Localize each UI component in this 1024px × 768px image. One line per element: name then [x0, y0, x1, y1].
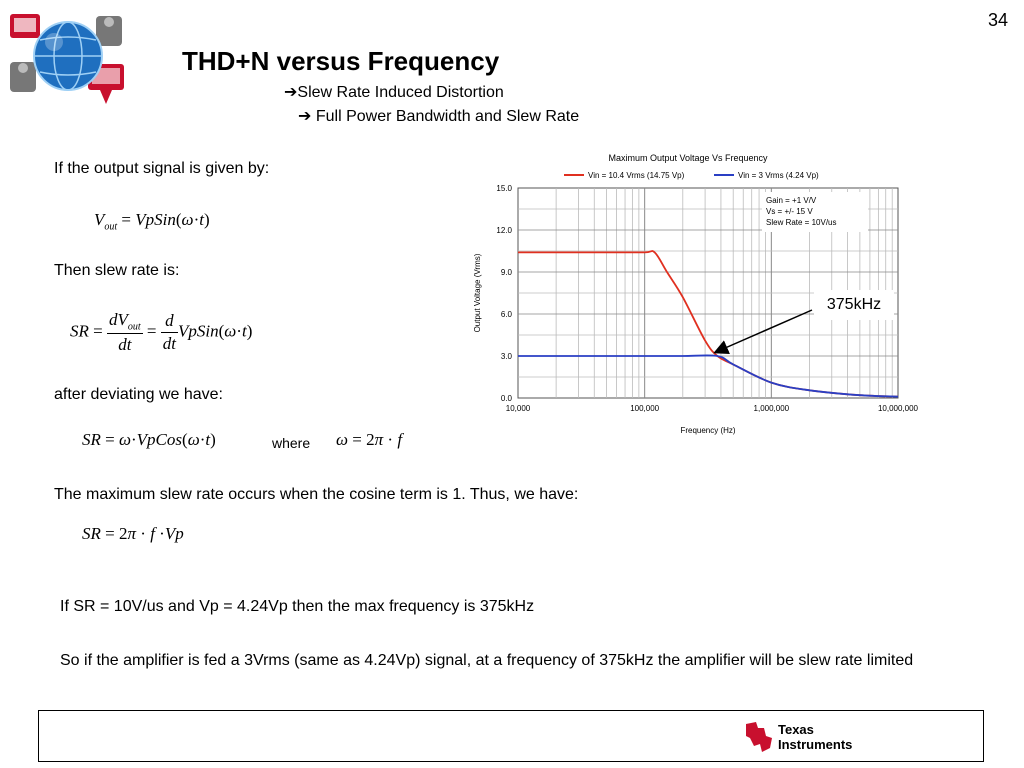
y-tick-label: 9.0 [500, 268, 512, 277]
subtitle-bandwidth: ➔ Full Power Bandwidth and Slew Rate [298, 108, 580, 125]
after-text: after deviating we have: [54, 386, 223, 403]
y-tick-label: 6.0 [500, 310, 512, 319]
brand-line2: Instruments [778, 737, 853, 752]
max-slew-rate-text: The maximum slew rate occurs when the cosine term is 1. Thus, we have: [54, 486, 579, 503]
slew-rate-intro-text: Then slew rate is: [54, 262, 180, 279]
intro-text: If the output signal is given by: [54, 160, 270, 177]
example-text: If SR = 10V/us and Vp = 4.24Vp then the max frequency is 375kHz [60, 598, 535, 615]
annotation-line: Slew Rate = 10V/us [766, 218, 837, 227]
y-tick-label: 0.0 [500, 394, 512, 403]
where-label: where [272, 435, 311, 451]
slide-title: THD+N versus Frequency [182, 46, 500, 76]
y-axis-label: Output Voltage (Vrms) [473, 253, 482, 333]
equation-vout: $V_{out}$ = VpSin(ω·t) [94, 210, 210, 233]
x-tick-label: 10,000,000 [877, 404, 919, 413]
arrow-right-icon: ➔ [284, 84, 298, 101]
ti-state-icon [746, 722, 772, 752]
equation-slew-rate-derivative: SR = $\frac{dV_{out}}{dt}$ = $\frac{d}{dt}$ VpSin(ω·t) [70, 310, 253, 355]
annotation-line: Gain = +1 V/V [766, 196, 817, 205]
y-tick-label: 15.0 [496, 184, 512, 193]
equation-slew-rate-cos: SR = ω·VpCos(ω·t) [82, 430, 216, 449]
annotation-line: Vs = +/- 15 V [766, 207, 813, 216]
equation-omega: ω = 2π · f [336, 430, 403, 449]
callout-375khz-label: 375kHz [814, 290, 894, 320]
equation-slew-rate-max: SR = 2π · f ·Vp [82, 524, 184, 543]
x-tick-label: 100,000 [630, 404, 660, 413]
y-tick-label: 12.0 [496, 226, 512, 235]
x-tick-label: 10,000 [505, 404, 531, 413]
brand-line1: Texas [778, 722, 814, 737]
subtitle-slew-rate: ➔Slew Rate Induced Distortion [284, 84, 504, 101]
y-tick-label: 3.0 [500, 352, 512, 361]
legend-label-blue: Vin = 3 Vrms (4.24 Vp) [738, 171, 819, 180]
network-globe-logo [4, 6, 132, 112]
conclusion-text: So if the amplifier is fed a 3Vrms (same as 4.24Vp) signal, at a frequency of 375kHz the amplifier will be slew rate limited [60, 652, 914, 669]
x-tick-label: 1,000,000 [753, 404, 790, 413]
x-axis-label: Frequency (Hz) [680, 426, 736, 435]
arrow-right-icon: ➔ [298, 108, 316, 125]
chart-title: Maximum Output Voltage Vs Frequency [608, 153, 768, 163]
texas-instruments-logo [742, 716, 874, 756]
callout-arrow [700, 296, 830, 362]
legend-label-red: Vin = 10.4 Vrms (14.75 Vp) [588, 171, 685, 180]
page-number: 34 [987, 10, 1008, 30]
